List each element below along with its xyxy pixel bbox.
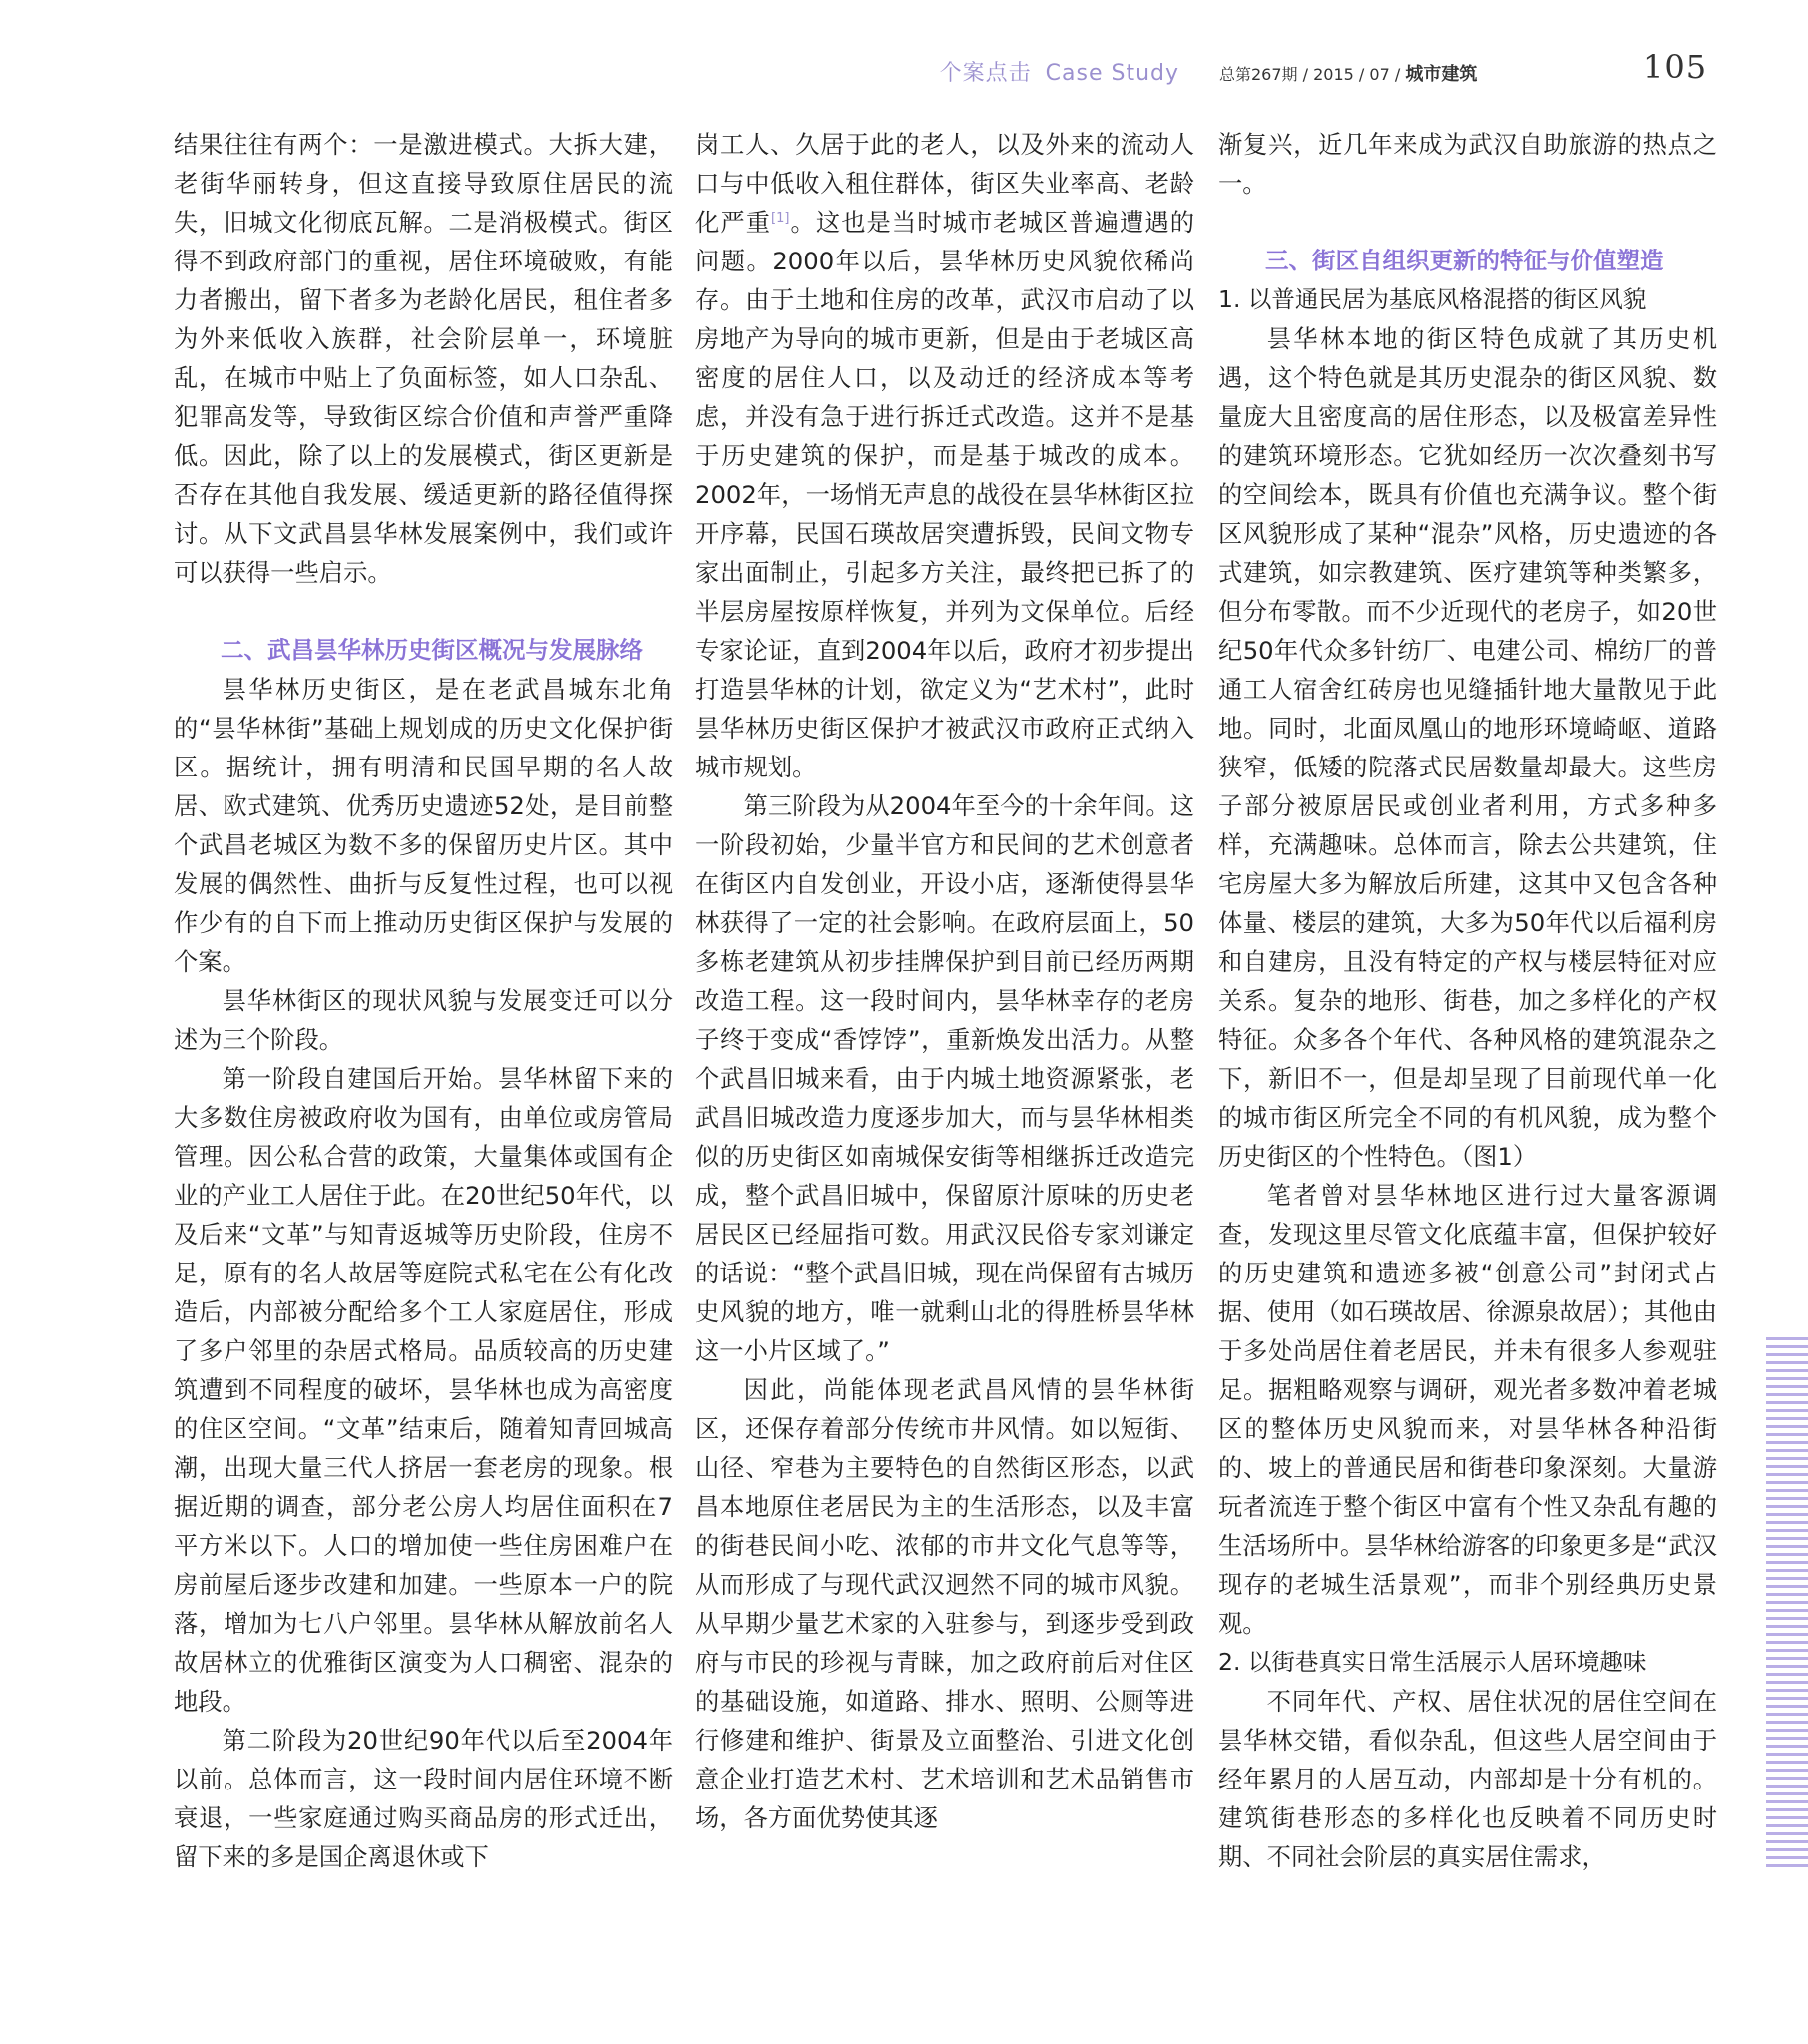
subsection-heading: 1. 以普通民居为基底风格混搭的街区风貌 (1218, 285, 1647, 313)
paragraph: 第一阶段自建国后开始。昙华林留下来的大多数住房被政府收为国有，由单位或房管局管理。因公私合营的政策，大量集体或国有企业的产业工人居住于此。在20世纪50年代，以及后来“文革”与知青返城等历史阶段，住房不足，原有的名人故居等庭院式私宅在公有化改造后，内部被分配给多个工人家庭居住，形成了多户邻里的杂居式格局。品质较高的历史建筑遭到不同程度的破坏，昙华林也成为高密度的住区空间。“文革”结束后，随着知青回城高潮，出现大量三代人挤居一套老房的现象。根据近期的调查，部分老公房人均居住面积在7平方米以下。人口的增加使一些住房困难户在房前屋后逐步改建和加建。一些原本一户的院落，增加为七八户邻里。昙华林从解放前名人故居林立的优雅街区演变为人口稠密、混杂的地段。 (174, 1064, 673, 1716)
paragraph: 渐复兴，近几年来成为武汉自助旅游的热点之一。 (1218, 130, 1717, 198)
text-column-1 (174, 125, 673, 1876)
issue-info (1219, 60, 1477, 86)
running-head-section (940, 56, 1179, 87)
section-heading: 二、武昌昙华林历史街区概况与发展脉络 (221, 636, 643, 664)
issue-number: 总第267期 / 2015 / 07 / (1219, 65, 1401, 84)
paragraph: 昙华林本地的街区特色成就了其历史机遇，这个特色就是其历史混杂的街区风貌、数量庞大且密度高的居住形态，以及极富差异性的建筑环境形态。它犹如经历一次次叠刻书写的空间绘本，既具有价值也充满争议。整个街区风貌形成了某种“混杂”风格，历史遗迹的各式建筑，如宗教建筑、医疗建筑等种类繁多，但分布零散。而不少近现代的老房子，如20世纪50年代众多针纺厂、电建公司、棉纺厂的普通工人宿舍红砖房也见缝插针地大量散见于此地。同时，北面凤凰山的地形环境崎岖、道路狭窄，低矮的院落式民居数量却最大。这些房子部分被原居民或创业者利用，方式多种多样，充满趣味。总体而言，除去公共建筑，住宅房屋大多为解放后所建，这其中又包含各种体量、楼层的建筑，大多为50年代以后福利房和自建房，且没有特定的产权与楼层特征对应关系。复杂的地形、街巷，加之多样化的产权特征。众多各个年代、各种风格的建筑混杂之下，新旧不一，但是却呈现了目前现代单一化的城市街区所完全不同的有机风貌，成为整个历史街区的个性特色。（图1） (1218, 324, 1717, 1171)
paragraph: 第二阶段为20世纪90年代以后至2004年以前。总体而言，这一段时间内居住环境不断衰退，一些家庭通过购买商品房的形式迁出，留下来的多是国企离退休或下 (174, 1726, 673, 1871)
magazine-name: 城市建筑 (1405, 64, 1478, 85)
paragraph-text: 。这也是当时城市老城区普遍遭遇的问题。2000年以后，昙华林历史风貌依稀尚存。由于土地和住房的改革，武汉市启动了以房地产为导向的城市更新，但是由于老城区高密度的居住人口，以及动迁的经济成本等考虑，并没有急于进行拆迁式改造。这并不是基于历史建筑的保护，而是基于城改的成本。2002年，一场悄无声息的战役在昙华林街区拉开序幕，民国石瑛故居突遭拆毁，民间文物专家出面制止，引起多方关注，最终把已拆了的半层房屋按原样恢复，并列为文保单位。后经专家论证，直到2004年以后，政府才初步提出打造昙华林的计划，欲定义为“艺术村”，此时昙华林历史街区保护才被武汉市政府正式纳入城市规划。 (695, 208, 1195, 781)
paragraph: 结果往往有两个：一是激进模式。大拆大建，老街华丽转身，但这直接导致原住居民的流失，旧城文化彻底瓦解。二是消极模式。街区得不到政府部门的重视，居住环境破败，有能力者搬出，留下者多为老龄化居民，租住者多为外来低收入族群，社会阶层单一，环境脏乱，在城市中贴上了负面标签，如人口杂乱、犯罪高发等，导致街区综合价值和声誉严重降低。因此，除了以上的发展模式，街区更新是否存在其他自我发展、缓适更新的路径值得探讨。从下文武昌昙华林发展案例中，我们或许可以获得一些启示。 (174, 130, 673, 587)
paragraph: 昙华林历史街区，是在老武昌城东北角的“昙华林街”基础上规划成的历史文化保护街区。据统计，拥有明清和民国早期的名人故居、欧式建筑、优秀历史遗迹52处，是目前整个武昌老城区为数不多的保留历史片区。其中发展的偶然性、曲折与反复性过程，也可以视作少有的自下而上推动历史街区保护与发展的个案。 (174, 675, 673, 976)
paragraph-text: 岗工人、久居于此的老人，以及外来的流动人口与中低收入租住群体，街区失业率高、老龄化严重 (695, 130, 1194, 237)
paragraph: 不同年代、产权、居住状况的居住空间在昙华林交错，看似杂乱，但这些人居空间由于经年累月的人居互动，内部却是十分有机的。建筑街巷形态的多样化也反映着不同历史时期、不同社会阶层的真实居住需求， (1218, 1687, 1717, 1871)
text-column-2 (695, 125, 1194, 1837)
paragraph (695, 125, 1194, 786)
citation-ref: [1] (771, 210, 790, 226)
subsection-heading: 2. 以街巷真实日常生活展示人居环境趣味 (1218, 1648, 1647, 1676)
side-tab-stripes (1766, 1337, 1808, 1871)
section-title-en: Case Study (1045, 61, 1179, 86)
paragraph: 第三阶段为从2004年至今的十余年间。这一阶段初始，少量半官方和民间的艺术创意者在街区内自发创业，开设小店，逐渐使得昙华林获得了一定的社会影响。在政府层面上，50多栋老建筑从初步挂牌保护到目前已经历两期改造工程。这一段时间内，昙华林幸存的老房子终于变成“香饽饽”，重新焕发出活力。从整个武昌旧城来看，由于内城土地资源紧张，老武昌旧城改造力度逐步加大，而与昙华林相类似的历史街区如南城保安街等相继拆迁改造完成，整个武昌旧城中，保留原汁原味的历史老居民区已经屈指可数。用武汉民俗专家刘谦定的话说：“整个武昌旧城，现在尚保留有古城历史风貌的地方，唯一就剩山北的得胜桥昙华林这一小片区域了。” (695, 791, 1194, 1365)
page-header (0, 48, 1808, 98)
paragraph: 因此，尚能体现老武昌风情的昙华林街区，还保存着部分传统市井风情。如以短街、山径、窄巷为主要特色的自然街区形态，以武昌本地原住老居民为主的生活形态，以及丰富的街巷民间小吃、浓郁的市井文化气息等等，从而形成了与现代武汉迥然不同的城市风貌。从早期少量艺术家的入驻参与，到逐步受到政府与市民的珍视与青睐，加之政府前后对住区的基础设施，如道路、排水、照明、公厕等进行修建和维护、街景及立面整治、引进文化创意企业打造艺术村、艺术培训和艺术品销售市场，各方面优势使其逐 (695, 1375, 1194, 1832)
paragraph: 昙华林街区的现状风貌与发展变迁可以分述为三个阶段。 (174, 986, 673, 1054)
section-title-cn: 个案点击 (939, 61, 1032, 86)
text-column-3 (1218, 125, 1717, 1876)
section-heading: 三、街区自组织更新的特征与价值塑造 (1265, 247, 1664, 274)
paragraph: 笔者曾对昙华林地区进行过大量客源调查，发现这里尽管文化底蕴丰富，但保护较好的历史建筑和遗迹多被“创意公司”封闭式占据、使用（如石瑛故居、徐源泉故居）；其他由于多处尚居住着老居民，并未有很多人参观驻足。据粗略观察与调研，观光者多数冲着老城区的整体历史风貌而来，对昙华林各种沿街的、坡上的普通民居和街巷印象深刻。大量游玩者流连于整个街区中富有个性又杂乱有趣的生活场所中。昙华林给游客的印象更多是“武汉现存的老城生活景观”，而非个别经典历史景观。 (1218, 1181, 1717, 1638)
page-number: 105 (1643, 48, 1708, 86)
